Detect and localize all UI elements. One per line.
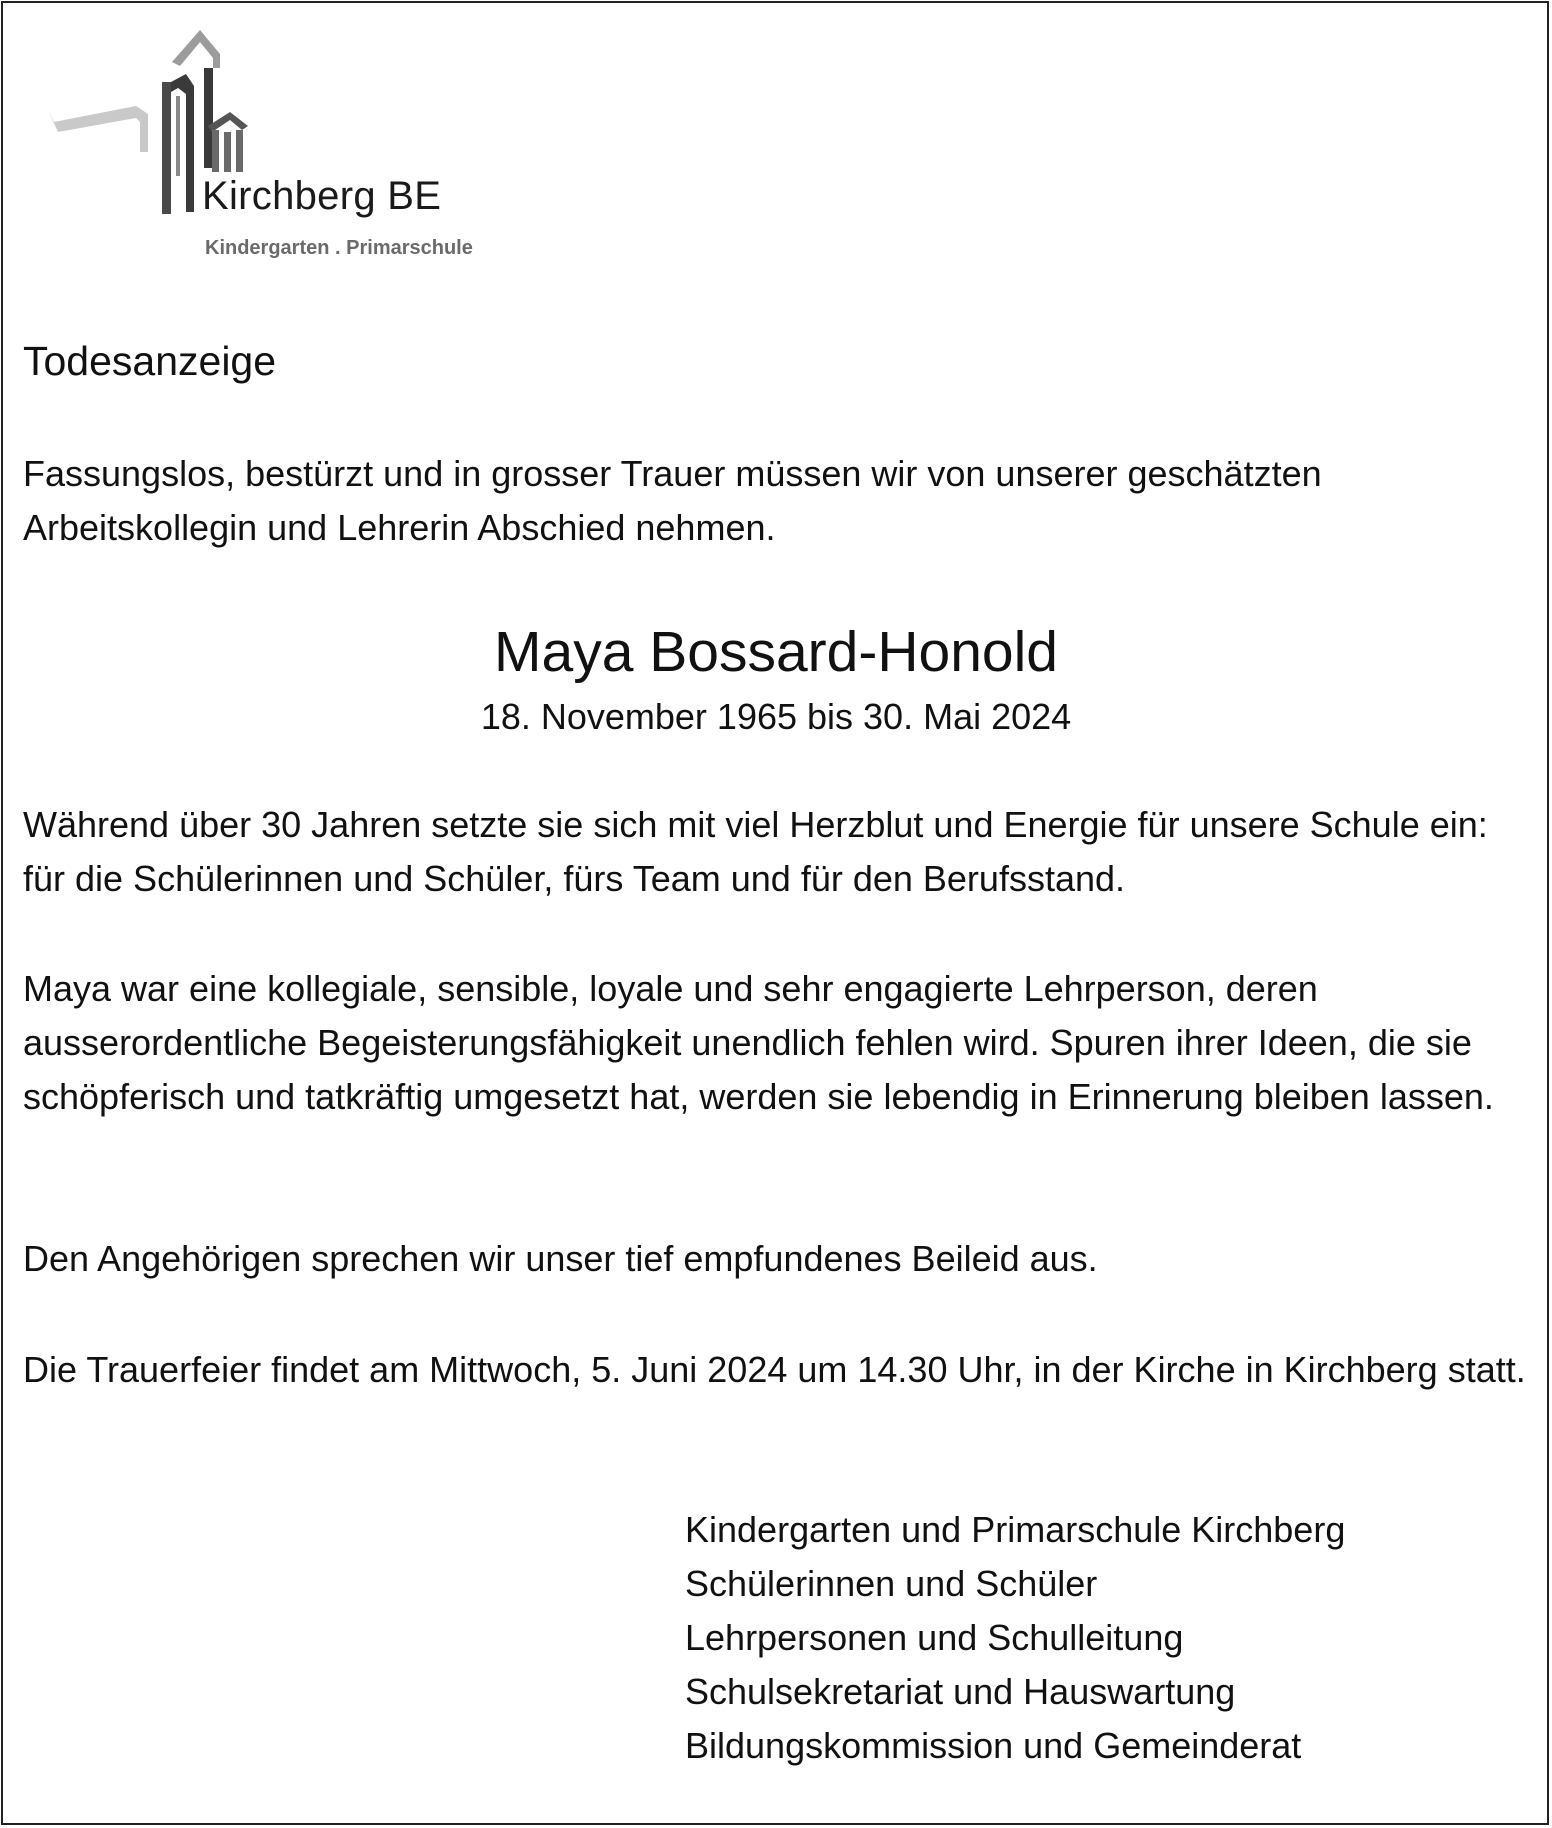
signature-line: Lehrpersonen und Schulleitung [685, 1617, 1184, 1658]
logo-title: Kirchberg BE [202, 174, 442, 218]
intro-paragraph: Fassungslos, bestürzt und in grosser Trauer müssen wir von unserer geschätzten Arbeitskollegin und Lehrerin Abschied nehmen. [23, 453, 1322, 548]
signature-line: Schulsekretariat und Hauswartung [685, 1671, 1236, 1712]
service-paragraph: Während über 30 Jahren setzte sie sich mit viel Herzblut und Energie für unsere Schule ein: für die Schülerinnen und Schüler, fürs Team und für den Berufsstand. [23, 804, 1488, 899]
school-logo [48, 22, 508, 272]
signature-line: Schülerinnen und Schüler [685, 1563, 1098, 1604]
life-dates: 18. November 1965 bis 30. Mai 2024 [480, 696, 1072, 737]
logo-subtitle: Kindergarten . Primarschule [205, 237, 473, 259]
condolence-paragraph: Den Angehörigen sprechen wir unser tief empfundenes Beileid aus. [23, 1238, 1098, 1279]
signature-line: Bildungskommission und Gemeinderat [685, 1725, 1302, 1766]
deceased-name: Maya Bossard-Honold [494, 620, 1058, 684]
signature-line: Kindergarten und Primarschule Kirchberg [685, 1509, 1346, 1550]
funeral-paragraph: Die Trauerfeier findet am Mittwoch, 5. Juni 2024 um 14.30 Uhr, in der Kirche in Kirchberg statt. [23, 1349, 1526, 1390]
signature-block [685, 1503, 1345, 1773]
notice-heading: Todesanzeige [23, 338, 277, 384]
character-paragraph: Maya war eine kollegiale, sensible, loyale und sehr engagierte Lehrperson, deren ausserordentliche Begeisterungsfähigkeit unendlich fehlen wird. Spuren ihrer Ideen, die sie schöpferisch und tatkräftig umgesetzt hat, werden sie lebendig in Erinnerung bleiben lassen. [23, 968, 1494, 1117]
